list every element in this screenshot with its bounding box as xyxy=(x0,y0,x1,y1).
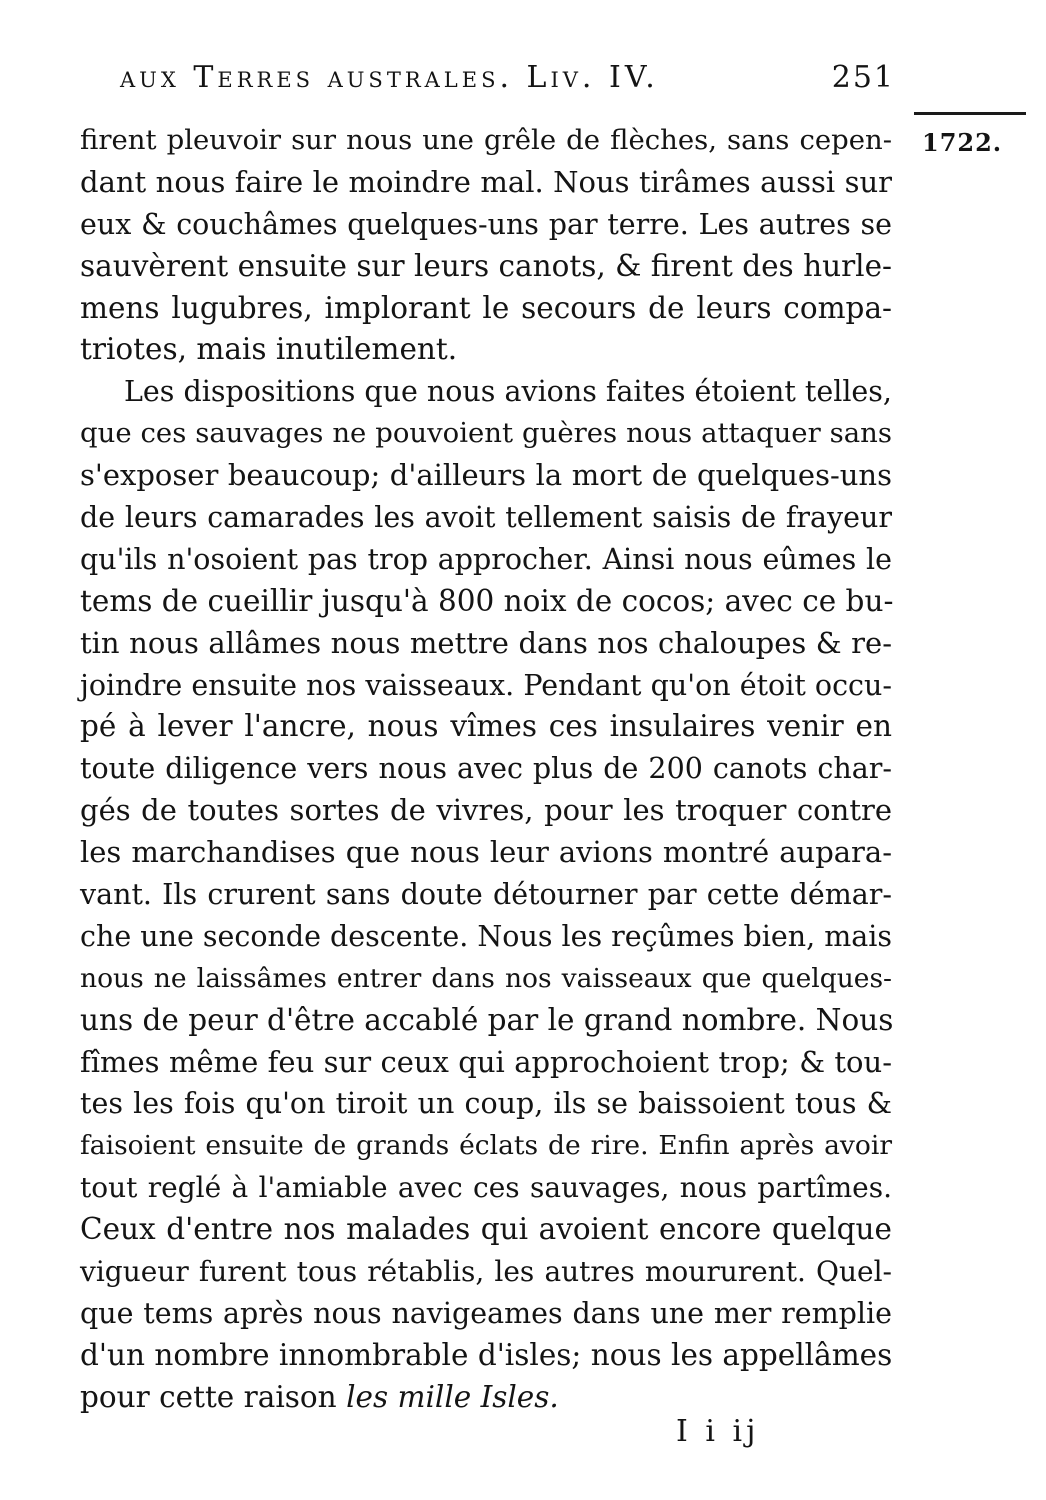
text-line: d'un nombre innombrable d'isles; nous les appellâmes xyxy=(80,1337,893,1372)
text-line: que tems après nous navigeames dans une mer remplie xyxy=(80,1296,892,1330)
text-line: joindre ensuite nos vaisseaux. Pendant qu'on étoit occu- xyxy=(80,668,892,702)
text-line: triotes, mais inutilement. xyxy=(80,332,458,367)
italic-place-name: les mille Isles. xyxy=(346,1379,559,1414)
page-number: 251 xyxy=(831,60,895,95)
body-text xyxy=(80,120,892,1419)
text-line: pé à lever l'ancre, nous vîmes ces insulaires venir en xyxy=(80,709,892,744)
text-line: tems de cueillir jusqu'à 800 noix de cocos; avec ce bu- xyxy=(80,583,894,618)
text-line: che une seconde descente. Nous les reçûmes bien, mais xyxy=(80,919,893,953)
text-line: firent pleuvoir sur nous une grêle de flèches, sans cepen- xyxy=(80,124,892,156)
text-line: vant. Ils crurent sans doute détourner par cette démar- xyxy=(80,878,892,912)
paragraph-2 xyxy=(80,371,892,1418)
margin-year-note: 1722. xyxy=(922,128,1003,157)
final-text-line xyxy=(80,1377,892,1419)
text-line: de leurs camarades les avoit tellement saisis de frayeur xyxy=(80,501,892,535)
page-header xyxy=(120,58,895,98)
paragraph-1 xyxy=(80,120,892,371)
final-line-prefix: pour cette raison xyxy=(80,1379,347,1414)
text-line: sauvèrent ensuite sur leurs canots, & firent des hurle- xyxy=(80,248,893,283)
text-line: uns de peur d'être accablé par le grand nombre. Nous xyxy=(80,1002,894,1037)
text-line: les marchandises que nous leur avions montré aupara- xyxy=(80,835,892,870)
text-line: tes les fois qu'on tiroit un coup, ils se baissoient tous & xyxy=(80,1087,892,1121)
text-line: faisoient ensuite de grands éclats de rire. Enfin après avoir xyxy=(80,1130,892,1162)
text-line: Ceux d'entre nos malades qui avoient encore quelque xyxy=(80,1212,892,1247)
text-line: Les dispositions que nous avions faites étoient telles, xyxy=(124,375,892,409)
text-line: vigueur furent tous rétablis, les autres moururent. Quel- xyxy=(80,1255,892,1289)
text-line: que ces sauvages ne pouvoient guères nous attaquer sans xyxy=(80,417,892,450)
text-line: eux & couchâmes quelques-uns par terre. Les autres se xyxy=(80,207,892,241)
text-line: gés de toutes sortes de vivres, pour les troquer contre xyxy=(80,793,892,828)
text-line: toute diligence vers nous avec plus de 200 canots char- xyxy=(80,752,892,786)
signature-mark: I i ij xyxy=(676,1414,760,1449)
text-line: tin nous allâmes nous mettre dans nos chaloupes & re- xyxy=(80,625,892,660)
text-line: nous ne laissâmes entrer dans nos vaisseaux que quelques- xyxy=(80,962,892,994)
text-line: mens lugubres, implorant le secours de leurs compa- xyxy=(80,290,892,325)
text-line: qu'ils n'osoient pas trop approcher. Ainsi nous eûmes le xyxy=(80,542,892,576)
text-line: tout reglé à l'amiable avec ces sauvages, nous partîmes. xyxy=(80,1171,892,1205)
margin-rule xyxy=(914,112,1026,115)
running-title: aux Terres australes. Liv. IV. xyxy=(120,60,659,95)
text-line: fîmes même feu sur ceux qui approchoient trop; & tou- xyxy=(80,1044,892,1079)
text-line: dant nous faire le moindre mal. Nous tirâmes aussi sur xyxy=(80,164,892,199)
text-line: s'exposer beaucoup; d'ailleurs la mort de quelques-uns xyxy=(80,458,892,493)
